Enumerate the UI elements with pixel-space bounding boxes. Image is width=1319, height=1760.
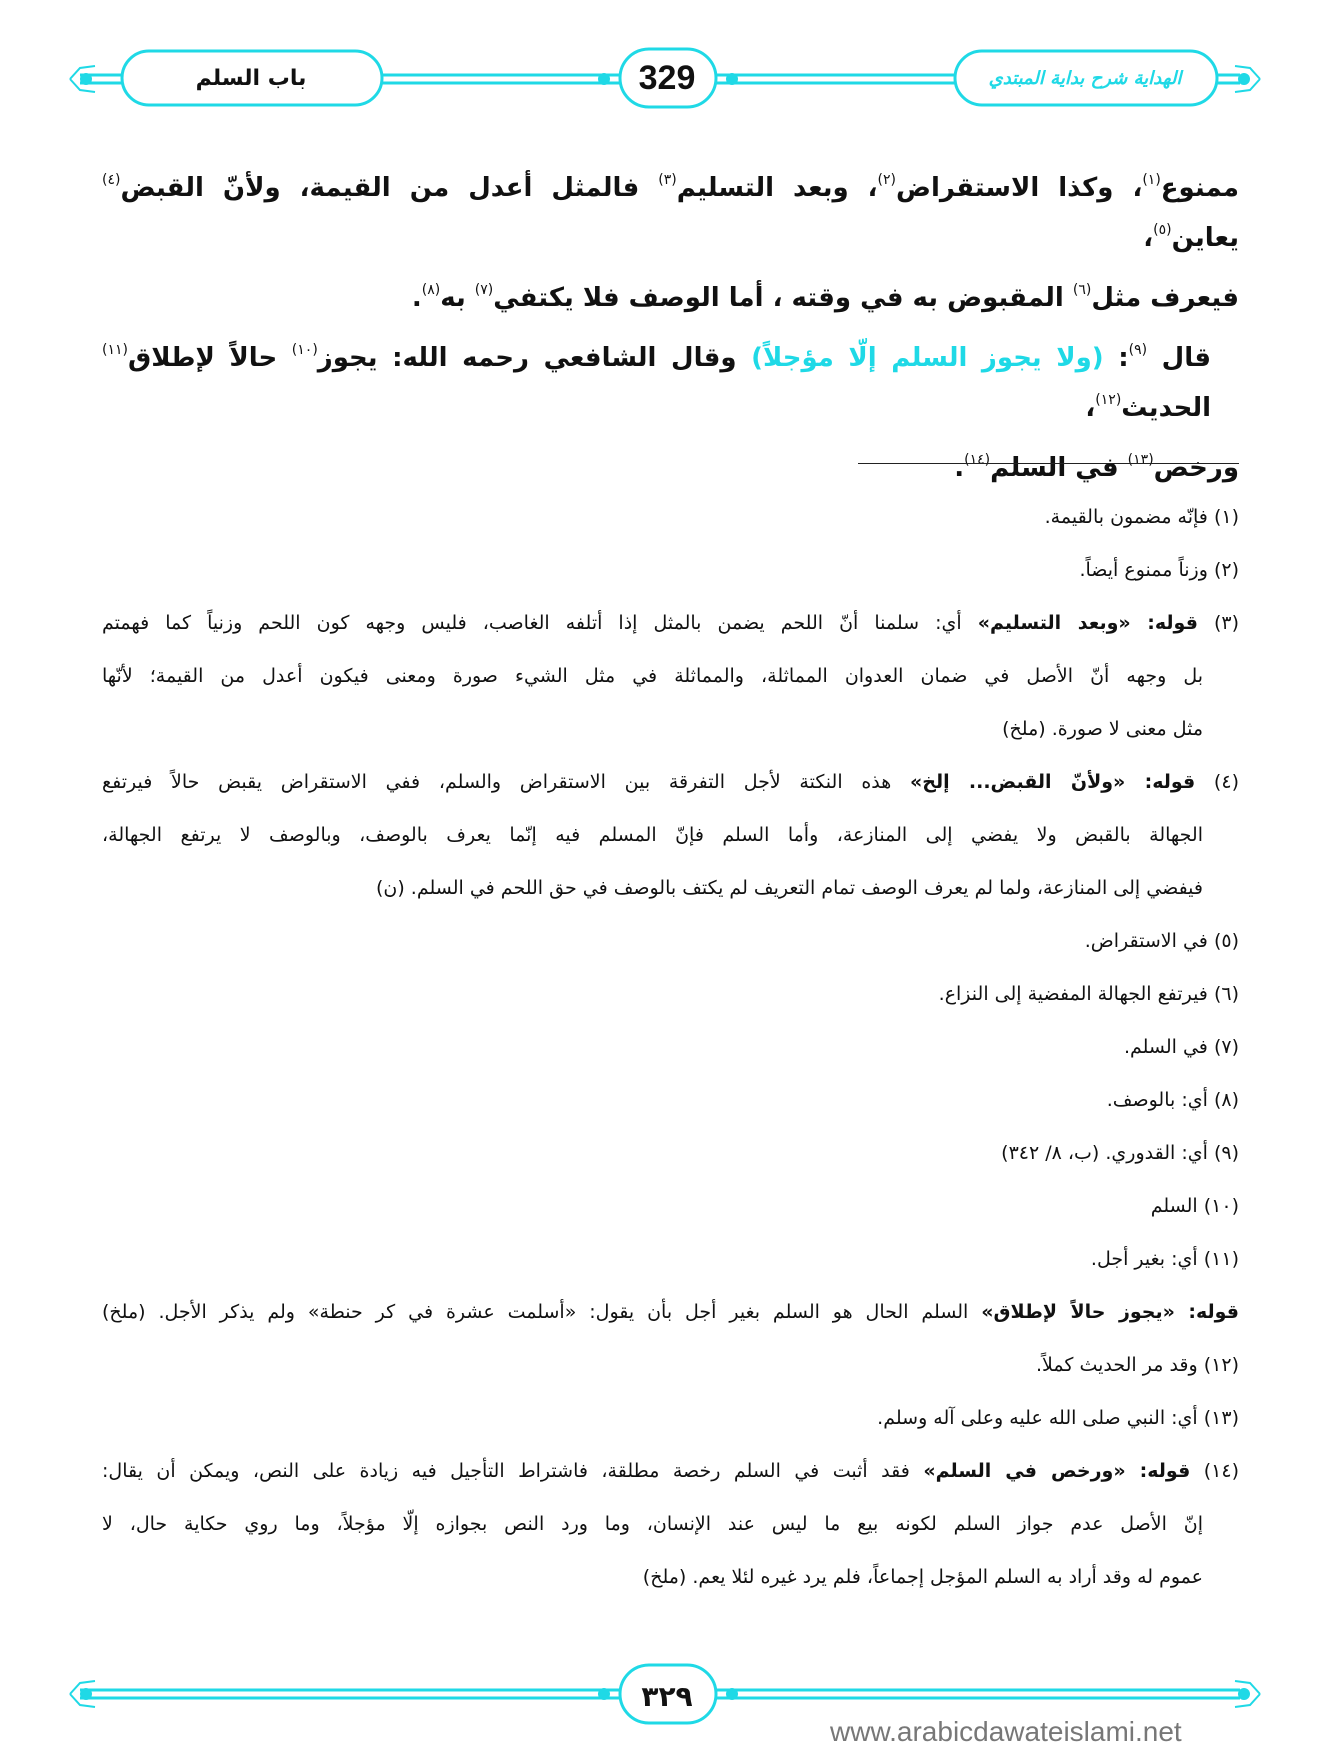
page-number-header: 329 [638, 58, 696, 97]
chapter-title: باب السلم [195, 65, 307, 91]
footnote-line [102, 762, 1239, 802]
footnote-number: (٦) [1213, 983, 1239, 1005]
footnote-ref: (٧) [474, 282, 494, 298]
footnote-text: أي: النبي صلى الله عليه وعلى آله وسلم. [877, 1407, 1198, 1429]
footnote-ref: (٥) [1153, 222, 1172, 238]
footnote-text: وزناً ممنوع أيضاً. [1079, 559, 1208, 581]
footnote-line [102, 1186, 1239, 1226]
text-segment: ، [1085, 393, 1096, 423]
footnote-number: (٥) [1213, 930, 1239, 952]
text-segment: حالاً لإطلاق [127, 343, 292, 373]
footnote-text: هذه النكتة لأجل التفرقة بين الاستقراض والسلم، ففي الاستقراض يقبض حالاً فيرتفع [102, 771, 892, 793]
main-text [102, 163, 1239, 503]
footnote-number: (٨) [1213, 1089, 1239, 1111]
footnote-line [102, 1239, 1239, 1279]
main-text-line [102, 163, 1239, 263]
footnote-ref: (٢) [877, 172, 897, 188]
footnote-lemma: قوله: «ورخص في السلم» [923, 1460, 1191, 1482]
footnote-text: فإنّه مضمون بالقيمة. [1044, 506, 1208, 528]
footnote-line [102, 603, 1239, 643]
footnote-text: في الاستقراض. [1084, 930, 1208, 952]
footnote-ref: (١٠) [291, 342, 318, 358]
footnote-text: وقد مر الحديث كملاً. [1036, 1354, 1198, 1376]
footnote-ref: (١) [1142, 172, 1161, 188]
footnote-line [102, 497, 1239, 537]
footnote-number: (٧) [1213, 1036, 1239, 1058]
footnote-line [102, 1292, 1239, 1332]
footnote-text: الجهالة بالقبض ولا يفضي إلى المنازعة، وأما السلم فإنّ المسلم فيه إنّما يعرف بالوصف، وبالوصف لا يرتفع الجهالة، [102, 824, 1203, 846]
text-segment: . [954, 453, 965, 483]
footnote-line [102, 709, 1203, 749]
footnote-text: أي: سلمنا أنّ اللحم يضمن بالمثل إذا أتلفه الغاصب، فليس وجهه كون اللحم وزنياً كما فهمتم [102, 612, 962, 634]
text-segment: فالمثل أعدل من القيمة، ولأنّ القبض [120, 173, 659, 203]
footnote-lemma: قوله: «ولأنّ القبض... إلخ» [910, 771, 1196, 793]
footnote-line [102, 656, 1203, 696]
footnote-number: (٤) [1213, 771, 1239, 793]
main-text-line [102, 443, 1239, 493]
footnote-number: (١١) [1203, 1248, 1239, 1270]
footnote-text: أي: بالوصف. [1106, 1089, 1208, 1111]
footnote-line [102, 868, 1203, 908]
footnote-text: بل وجهه أنّ الأصل في ضمان العدوان المماثلة، والمماثلة في مثل الشيء صورة ومعنى فيكون أعدل من القيمة؛ لأنّها [102, 665, 1203, 687]
website-watermark: www.arabicdawateislami.net [830, 1716, 1182, 1747]
footnote-line [102, 974, 1239, 1014]
footnote-line [102, 1557, 1203, 1597]
text-segment: يعاين [1171, 223, 1239, 253]
footnotes [102, 497, 1239, 1610]
text-segment: المقبوض به في وقته ، أما الوصف فلا يكتفي [493, 283, 1073, 313]
footnote-lemma: قوله: «وبعد التسليم» [977, 612, 1198, 634]
footnote-text: مثل معنى لا صورة. (ملخ) [1002, 718, 1203, 740]
footnote-number: (١٣) [1203, 1407, 1239, 1429]
footnote-text: أي: بغير أجل. [1090, 1248, 1198, 1270]
footnote-line [102, 1133, 1239, 1173]
footnote-line [102, 1027, 1239, 1067]
footnote-ref: (٣) [658, 172, 677, 188]
footnote-number: (٣) [1213, 612, 1239, 634]
footnote-number: (١٢) [1203, 1354, 1239, 1376]
text-segment: الحديث [1121, 393, 1211, 423]
footnote-ref: (٨) [421, 282, 441, 298]
text-segment: وقال الشافعي رحمه الله: يجوز [317, 343, 752, 373]
footnote-line [102, 1451, 1239, 1491]
book-title-logo: الهداية شرح بداية المبتدي [988, 67, 1182, 89]
footnote-number: (١٠) [1203, 1195, 1239, 1217]
text-segment: ، وكذا الاستقراض [896, 173, 1143, 203]
text-segment: به [440, 283, 475, 313]
footnote-ref: (١٤) [964, 452, 991, 468]
footnote-number: (١) [1213, 506, 1239, 528]
main-text-line [102, 273, 1239, 323]
footnote-ref: (١٢) [1095, 392, 1122, 408]
text-segment: ، وبعد التسليم [676, 173, 878, 203]
footnote-line [102, 1504, 1203, 1544]
text-segment: قال [1147, 343, 1211, 373]
footnote-ref: (٦) [1072, 282, 1092, 298]
text-segment: فيعرف مثل [1091, 283, 1239, 313]
footnote-ref: (٤) [102, 172, 121, 188]
page-number-footer: ٣٢٩ [641, 1679, 693, 1713]
text-segment: ممنوع [1160, 173, 1239, 203]
text-segment: ورخص [1153, 453, 1239, 483]
text-segment: ، [1143, 223, 1154, 253]
footnote-lemma: قوله: «يجوز حالاً لإطلاق» [981, 1301, 1239, 1323]
footnote-text: إنّ الأصل عدم جواز السلم لكونه بيع ما ليس عند الإنسان، وما ورد النص بجوازه إلّا مؤجلاً، وما روي حكاية حال، لا [102, 1513, 1203, 1535]
footnote-text: فقد أثبت في السلم رخصة مطلقة، فاشتراط التأجيل فيه زيادة على النص، ويمكن أن يقال: [102, 1460, 910, 1482]
footnote-text: أي: القدوري. (ب، ٨/ ٣٤٢) [1001, 1142, 1208, 1164]
footnote-separator [858, 463, 1239, 464]
footnote-text: في السلم. [1123, 1036, 1208, 1058]
text-segment: : [1103, 343, 1129, 373]
footnote-number: (٢) [1213, 559, 1239, 581]
footnote-line [102, 1398, 1239, 1438]
main-text-line [102, 333, 1211, 433]
footnote-text: عموم له وقد أراد به السلم المؤجل إجماعاً، فلم يرد غيره لئلا يعم. (ملخ) [642, 1566, 1203, 1588]
footnote-number: (٩) [1213, 1142, 1239, 1164]
footnote-line [102, 1345, 1239, 1385]
text-segment: . [411, 283, 422, 313]
footnote-line [102, 1080, 1239, 1120]
footnote-text: فيفضي إلى المنازعة، ولما لم يعرف الوصف تمام التعريف لم يكتف بالوصف في حق اللحم في السلم. (ن) [375, 877, 1203, 899]
footnote-ref: (٩) [1128, 342, 1148, 358]
footnote-ref: (١٣) [1127, 452, 1154, 468]
footnote-text: السلم الحال هو السلم بغير أجل بأن يقول: «أسلمت عشرة في كر حنطة» ولم يذكر الأجل. (ملخ) [102, 1301, 969, 1323]
quoted-matn: (ولا يجوز السلم إلّا مؤجلاً) [751, 343, 1104, 373]
text-segment: في السلم [990, 453, 1128, 483]
footnote-ref: (١١) [102, 342, 128, 358]
footnote-line [102, 815, 1203, 855]
footnote-text: فيرتفع الجهالة المفضية إلى النزاع. [938, 983, 1208, 1005]
footnote-line [102, 921, 1239, 961]
footnote-line [102, 550, 1239, 590]
footnote-number: (١٤) [1203, 1460, 1240, 1482]
footnote-text: السلم [1150, 1195, 1198, 1217]
